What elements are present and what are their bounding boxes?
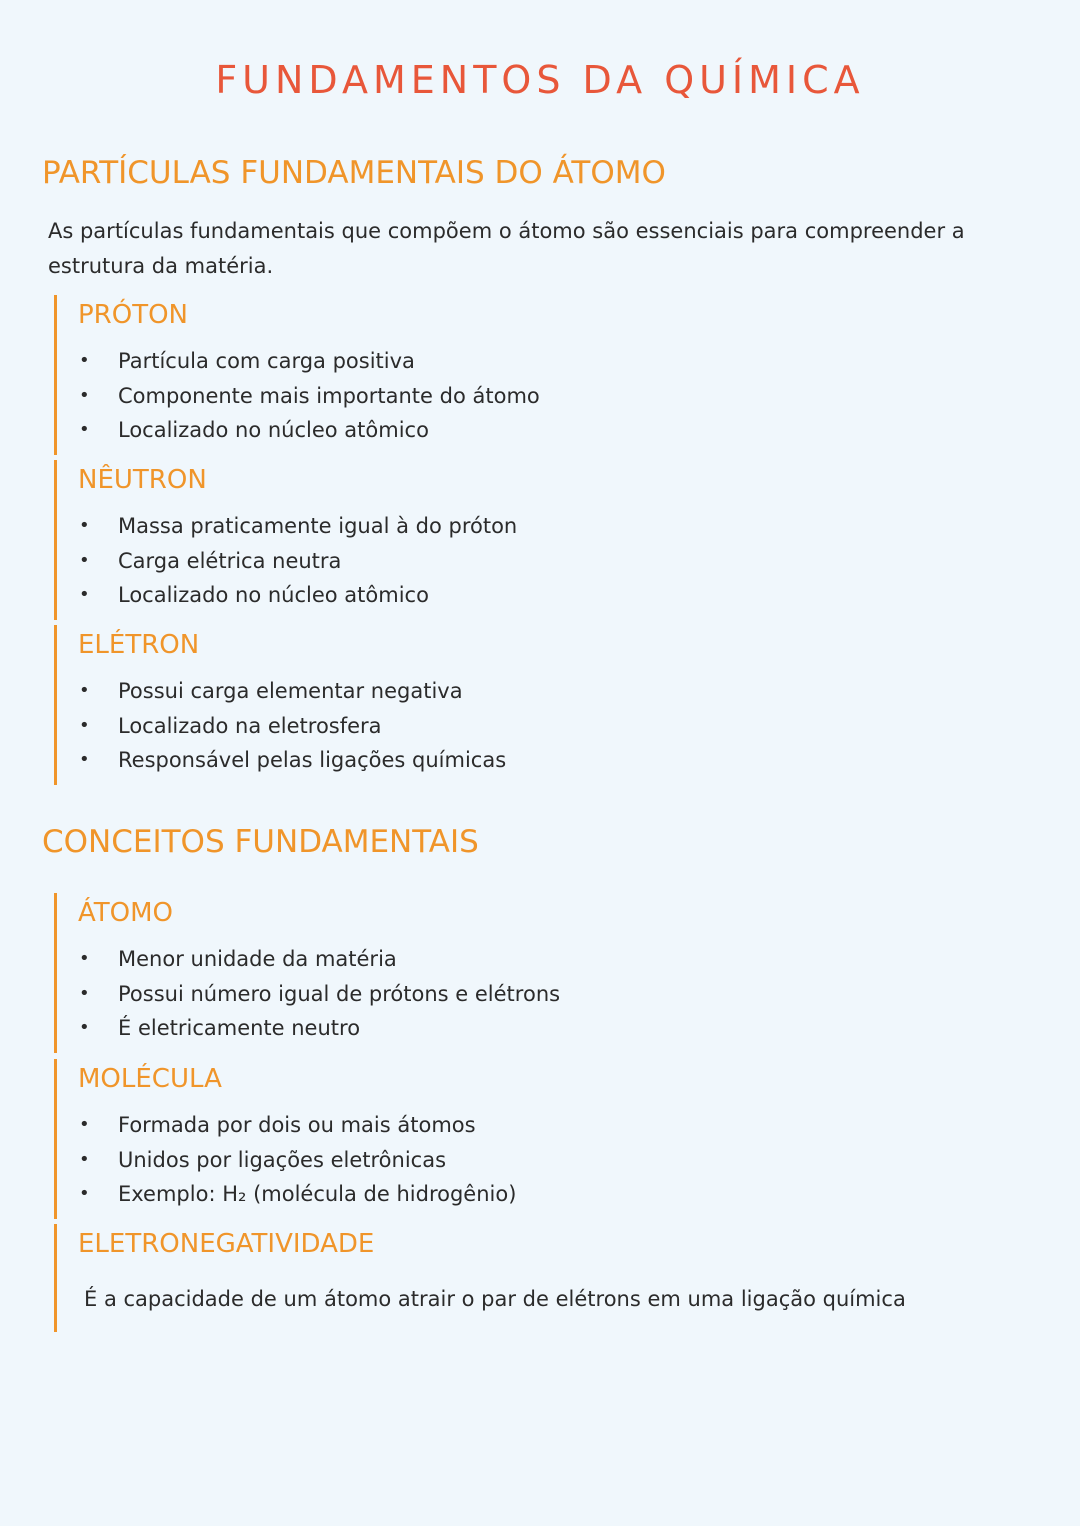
list-item-text: Formada por dois ou mais átomos (118, 1113, 476, 1137)
list-item (57, 379, 997, 414)
electronegativity-definition: É a capacidade de um átomo atrair o par de elétrons em uma ligação química (84, 1287, 906, 1311)
card-title-atom: ÁTOMO (78, 898, 174, 928)
list-item (57, 344, 997, 379)
bullet-icon: • (79, 749, 90, 770)
list-item-text: Possui número igual de prótons e elétrons (118, 981, 561, 1006)
bullet-icon: • (79, 948, 90, 969)
list-item (57, 743, 997, 778)
list-item (57, 1143, 997, 1178)
section-heading-concepts: CONCEITOS FUNDAMENTAIS (42, 824, 479, 860)
list-item (57, 709, 997, 744)
bullet-icon: • (79, 1017, 90, 1038)
card-title-electron: ELÉTRON (78, 630, 200, 660)
list-item (57, 1108, 997, 1143)
list-item-text: Possui carga elementar negativa (118, 679, 463, 703)
bullet-icon: • (79, 714, 90, 736)
list-item-text: Partícula com carga positiva (118, 349, 415, 373)
list-item-text: Localizado na eletrosfera (118, 713, 382, 738)
list-item-text: Localizado no núcleo atômico (118, 583, 429, 607)
list-item-text: Localizado no núcleo atômico (118, 418, 429, 442)
list-item-text: Unidos por ligações eletrônicas (118, 1147, 447, 1172)
bullet-icon: • (79, 549, 90, 571)
list-item (57, 509, 997, 544)
list-item (57, 1011, 997, 1046)
card-atom (54, 893, 1037, 1053)
list-molecule (57, 1108, 997, 1212)
bullet-icon: • (79, 1148, 90, 1170)
list-item (57, 413, 997, 448)
bullet-icon: • (79, 584, 90, 605)
card-molecule (54, 1059, 1037, 1219)
bullet-icon: • (79, 982, 90, 1004)
bullet-icon: • (79, 515, 90, 536)
bullet-icon: • (79, 384, 90, 406)
card-title-neutron: NÊUTRON (78, 465, 207, 495)
page-title: FUNDAMENTOS DA QUÍMICA (215, 58, 865, 102)
list-item (57, 578, 997, 613)
bullet-icon: • (79, 680, 90, 701)
list-item-text: Componente mais importante do átomo (118, 383, 540, 408)
list-item-text: Exemplo: H₂ (molécula de hidrogênio) (118, 1182, 517, 1206)
list-item-text: É eletricamente neutro (118, 1016, 361, 1040)
list-item-text: Menor unidade da matéria (118, 947, 397, 971)
section-heading-particles: PARTÍCULAS FUNDAMENTAIS DO ÁTOMO (42, 155, 666, 191)
card-electron (54, 625, 1037, 785)
card-electronegativity (54, 1224, 1037, 1332)
list-item (57, 674, 997, 709)
list-electron (57, 674, 997, 778)
list-item-text: Massa praticamente igual à do próton (118, 514, 518, 538)
bullet-icon: • (79, 1114, 90, 1135)
card-proton (54, 295, 1037, 455)
intro-paragraph: As partículas fundamentais que compõem o átomo são essenciais para compreender a estrutura da matéria. (48, 219, 965, 278)
list-neutron (57, 509, 997, 613)
list-item-text: Carga elétrica neutra (118, 548, 342, 573)
list-item (57, 544, 997, 579)
card-neutron (54, 460, 1037, 620)
list-atom (57, 942, 997, 1046)
list-proton (57, 344, 997, 448)
card-title-molecule: MOLÉCULA (78, 1064, 222, 1094)
bullet-icon: • (79, 350, 90, 371)
list-item-text: Responsável pelas ligações químicas (118, 748, 507, 772)
list-item (57, 1177, 997, 1212)
card-title-proton: PRÓTON (78, 300, 189, 330)
list-item (57, 942, 997, 977)
list-item (57, 977, 997, 1012)
card-title-electronegativity: ELETRONEGATIVIDADE (78, 1229, 375, 1259)
bullet-icon: • (79, 419, 90, 440)
bullet-icon: • (79, 1183, 90, 1204)
